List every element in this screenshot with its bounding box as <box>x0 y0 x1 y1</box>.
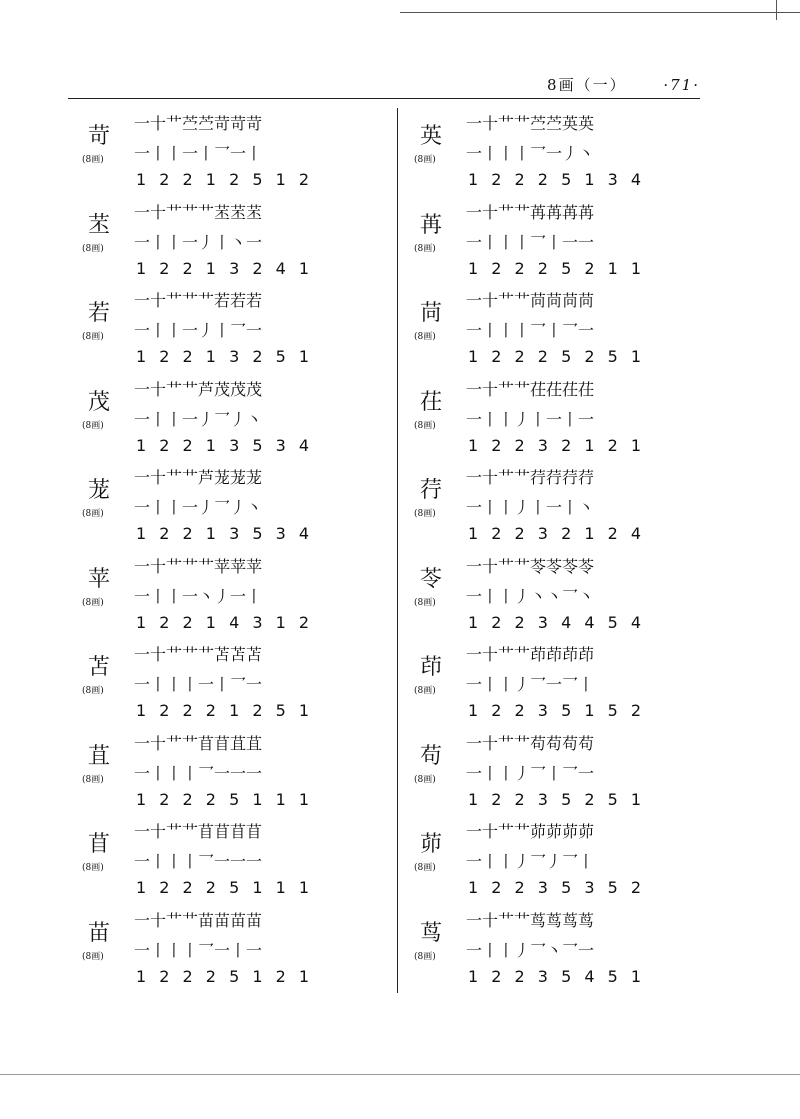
character: 茌 <box>420 389 443 415</box>
stroke-order-sequence: 一十艹艹苜苜苴苴 <box>134 733 263 753</box>
stroke-codes: 1 2 2 3 5 2 5 1 <box>468 789 643 809</box>
character-entry <box>82 728 392 817</box>
stroke-order-sequence: 一十艹艹苎苎英英 <box>466 114 595 133</box>
stroke-codes: 1 2 2 2 5 1 3 4 <box>468 170 643 189</box>
stroke-shapes: 一丨丨一丿丨丶一 <box>134 232 263 252</box>
character: 苘 <box>420 301 443 326</box>
stroke-shapes: 一丨丨丿丨一丨一 <box>466 409 595 429</box>
stroke-order-sequence: 一十艹艹苒苒苒苒 <box>466 202 595 222</box>
character-entry <box>414 816 724 905</box>
character: 若 <box>88 301 111 326</box>
stroke-order-sequence: 一十艹艹艹苹苹苹 <box>134 556 263 576</box>
stroke-order-sequence: 一十艹艹茌茌茌茌 <box>466 379 595 399</box>
stroke-codes: 1 2 2 3 4 4 5 4 <box>468 612 643 632</box>
stroke-codes: 1 2 2 2 5 1 1 1 <box>136 789 311 809</box>
stroke-shapes: 一丨丨一丿乛丿丶 <box>134 409 263 429</box>
character: 茆 <box>420 832 443 857</box>
stroke-count-label: (8画) <box>414 686 436 696</box>
stroke-codes: 1 2 2 3 2 1 2 1 <box>468 435 643 455</box>
character: 英 <box>420 124 443 149</box>
character: 苟 <box>420 743 443 769</box>
stroke-order-sequence: 一十艹艹芦茂茂茂 <box>134 379 263 399</box>
stroke-shapes: 一丨丨一丿丨乛一 <box>134 321 263 340</box>
stroke-shapes: 一丨丨丨乛一一一 <box>134 763 263 783</box>
stroke-codes: 1 2 2 3 5 3 5 2 <box>468 878 643 897</box>
stroke-count-label: (8画) <box>414 155 436 165</box>
stroke-order-sequence: 一十艹艹苓苓苓苓 <box>466 556 595 576</box>
character: 苫 <box>88 655 111 680</box>
stroke-shapes: 一丨丨丨乛丨乛一 <box>466 321 595 340</box>
stroke-order-sequence: 一十艹艹苗苗苗苗 <box>134 910 263 930</box>
scan-artifact-bottom <box>0 1074 800 1075</box>
character-entry <box>414 108 724 197</box>
stroke-count-label: (8画) <box>82 686 104 696</box>
stroke-count-label: (8画) <box>82 155 104 165</box>
stroke-shapes: 一丨丨丿乛丿乛丨 <box>466 852 595 871</box>
character-entry <box>414 197 724 286</box>
stroke-order-sequence: 一十艹艹茚茚茚茚 <box>466 645 595 664</box>
stroke-order-sequence: 一十艹艹艹若若若 <box>134 291 263 310</box>
character: 苴 <box>88 743 111 769</box>
character: 荇 <box>420 478 443 503</box>
stroke-shapes: 一丨丨丿乛丨乛一 <box>466 763 595 783</box>
stroke-order-sequence: 一十艹艹艹苤苤苤 <box>134 202 263 222</box>
stroke-codes: 1 2 2 2 1 2 5 1 <box>136 701 311 720</box>
stroke-count-label: (8画) <box>414 951 436 962</box>
scan-artifact-right <box>776 0 777 20</box>
stroke-shapes: 一丨丨丿乛一乛丨 <box>466 675 595 694</box>
stroke-shapes: 一丨丨丨乛一丿丶 <box>466 144 595 163</box>
character-entry <box>82 462 392 551</box>
stroke-count-label: (8画) <box>82 509 104 519</box>
stroke-codes: 1 2 2 1 3 2 4 1 <box>136 258 311 278</box>
stroke-codes: 1 2 2 2 5 1 2 1 <box>136 966 311 986</box>
character-entry <box>82 639 392 728</box>
stroke-shapes: 一丨丨丨一丨乛一 <box>134 675 263 694</box>
character-entry <box>82 197 392 286</box>
page-number: ·71· <box>663 76 700 94</box>
character: 苓 <box>420 566 443 592</box>
stroke-shapes: 一丨丨丿丨一丨丶 <box>466 498 595 517</box>
stroke-order-sequence: 一十艹艹苟苟苟苟 <box>466 733 595 753</box>
stroke-codes: 1 2 2 1 4 3 1 2 <box>136 612 311 632</box>
stroke-codes: 1 2 2 3 5 4 5 1 <box>468 966 643 986</box>
character-entry <box>414 551 724 640</box>
section-title: 8画（一） <box>547 76 627 94</box>
character-entry <box>414 728 724 817</box>
stroke-codes: 1 2 2 1 3 2 5 1 <box>136 347 311 366</box>
stroke-count-label: (8画) <box>82 332 104 342</box>
character-entry <box>414 285 724 374</box>
stroke-count-label: (8画) <box>414 509 436 519</box>
stroke-codes: 1 2 2 2 5 2 1 1 <box>468 258 643 278</box>
page-header <box>547 74 700 95</box>
stroke-count-label: (8画) <box>414 243 436 254</box>
stroke-shapes: 一丨丨丿乛丶乛一 <box>466 940 595 960</box>
header-rule <box>68 98 700 99</box>
character: 苗 <box>88 920 111 946</box>
stroke-count-label: (8画) <box>82 774 104 785</box>
stroke-count-label: (8画) <box>414 332 436 342</box>
column-divider <box>397 108 398 993</box>
character: 苒 <box>420 212 443 238</box>
stroke-order-sequence: 一十艹艹茆茆茆茆 <box>466 822 595 841</box>
stroke-codes: 1 2 2 1 3 5 3 4 <box>136 524 311 543</box>
stroke-shapes: 一丨丨一丨乛一丨 <box>134 144 263 163</box>
character: 茂 <box>88 389 111 415</box>
character-entry <box>82 285 392 374</box>
stroke-order-sequence: 一十艹艹荇荇荇荇 <box>466 468 595 487</box>
stroke-count-label: (8画) <box>82 863 104 873</box>
character-entry <box>414 462 724 551</box>
stroke-codes: 1 2 2 3 2 1 2 4 <box>468 524 643 543</box>
left-column <box>82 108 392 993</box>
character-entry <box>414 639 724 728</box>
character-entry <box>414 905 724 994</box>
character: 苛 <box>88 124 111 149</box>
character: 茏 <box>88 478 111 503</box>
character-entry <box>414 374 724 463</box>
stroke-order-sequence: 一十艹艹芦茏茏茏 <box>134 468 263 487</box>
right-column <box>414 108 724 993</box>
stroke-count-label: (8画) <box>82 243 104 254</box>
character-entry <box>82 374 392 463</box>
stroke-order-sequence: 一十艹艹茑茑茑茑 <box>466 910 595 930</box>
character: 茚 <box>420 655 443 680</box>
stroke-count-label: (8画) <box>82 420 104 431</box>
character: 苹 <box>88 566 111 592</box>
stroke-order-sequence: 一十艹苎苎苛苛苛 <box>134 114 263 133</box>
stroke-codes: 1 2 2 1 2 5 1 2 <box>136 170 311 189</box>
character: 苜 <box>88 832 111 857</box>
stroke-shapes: 一丨丨丨乛一丨一 <box>134 940 263 960</box>
stroke-count-label: (8画) <box>82 597 104 608</box>
stroke-order-sequence: 一十艹艹苜苜苜苜 <box>134 822 263 841</box>
stroke-shapes: 一丨丨丨乛一一一 <box>134 852 263 871</box>
stroke-order-sequence: 一十艹艹艹苫苫苫 <box>134 645 263 664</box>
character-entry <box>82 551 392 640</box>
stroke-count-label: (8画) <box>414 420 436 431</box>
stroke-codes: 1 2 2 3 5 1 5 2 <box>468 701 643 720</box>
stroke-count-label: (8画) <box>414 863 436 873</box>
stroke-codes: 1 2 2 1 3 5 3 4 <box>136 435 311 455</box>
character-entry <box>82 816 392 905</box>
character: 茑 <box>420 920 443 946</box>
stroke-shapes: 一丨丨一丶丿一丨 <box>134 586 263 606</box>
character: 苤 <box>88 212 111 238</box>
stroke-count-label: (8画) <box>414 597 436 608</box>
stroke-codes: 1 2 2 2 5 2 5 1 <box>468 347 643 366</box>
scan-artifact-top <box>400 12 800 13</box>
character-entry <box>82 905 392 994</box>
stroke-order-sequence: 一十艹艹苘苘苘苘 <box>466 291 595 310</box>
stroke-shapes: 一丨丨丿丶丶乛丶 <box>466 586 595 606</box>
stroke-count-label: (8画) <box>414 774 436 785</box>
character-entry <box>82 108 392 197</box>
stroke-shapes: 一丨丨丨乛丨一一 <box>466 232 595 252</box>
stroke-count-label: (8画) <box>82 951 104 962</box>
stroke-codes: 1 2 2 2 5 1 1 1 <box>136 878 311 897</box>
stroke-shapes: 一丨丨一丿乛丿丶 <box>134 498 263 517</box>
